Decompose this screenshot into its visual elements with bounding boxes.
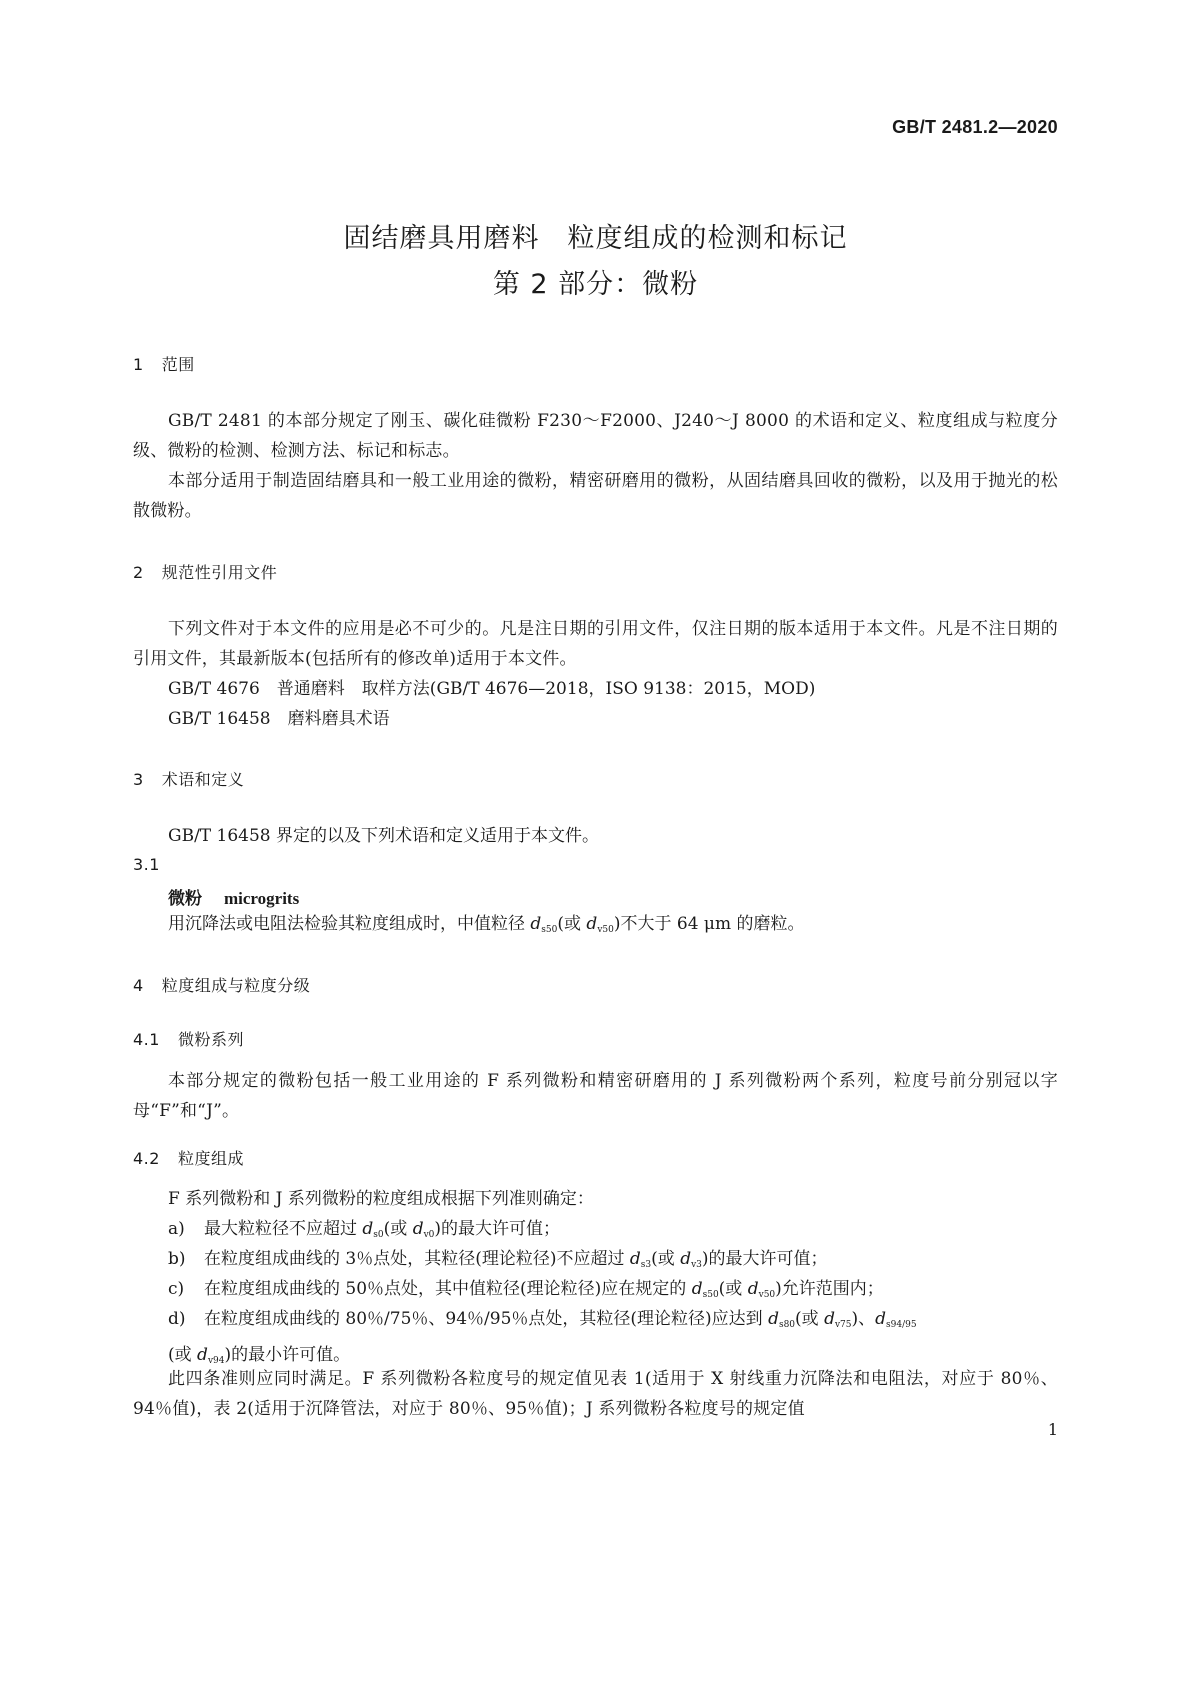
section-number: 4	[133, 976, 144, 995]
term-definition: 用沉降法或电阻法检验其粒度组成时，中值粒径 $d_{s50}$(或 $d_{v50}$)不大于 64 μm 的磨粒。	[168, 914, 805, 935]
list-item: d) 在粒度组成曲线的 80％/75％、94％/95％点处，其粒径(理论粒径)应达到 $d_{s80}$(或 $d_{v75}$)、$d_{s94/95}$ (或 $d_{v94}$)的最小许可值。	[168, 1309, 917, 1366]
term-entry	[168, 884, 299, 909]
term-english: microgrits	[224, 889, 300, 908]
subsection-4-2-heading: 4.2 粒度组成	[133, 1149, 244, 1168]
page-number: 1	[1047, 1420, 1058, 1439]
list-item: a) 最大粒粒径不应超过 $d_{s0}$(或 $d_{v0}$)的最大许可值；	[168, 1219, 561, 1240]
section-title: 术语和定义	[161, 770, 245, 789]
paragraph: 本部分规定的微粉包括一般工业用途的 F 系列微粉和精密研磨用的 J 系列微粉两个系列，粒度号前分别冠以字母“F”和“J”。	[133, 1071, 1058, 1121]
paragraph: 此四条准则应同时满足。F 系列微粉各粒度号的规定值见表 1(适用于 X 射线重力沉降法和电阻法，对应于 80％、94％值)，表 2(适用于沉降管法，对应于 80％、95％值)；J 系列微粉各粒度号的规定值	[133, 1369, 1058, 1419]
section-1-heading	[133, 352, 195, 375]
subsection-number: 3.1	[133, 855, 160, 874]
reference-item: GB/T 16458 磨料磨具术语	[168, 709, 390, 729]
paragraph: 本部分适用于制造固结磨具和一般工业用途的微粉，精密研磨用的微粉，从固结磨具回收的微粉，以及用于抛光的松散微粉。	[133, 471, 1058, 521]
list-item: b) 在粒度组成曲线的 3％点处，其粒径(理论粒径)不应超过 $d_{s3}$(或 $d_{v3}$)的最大许可值；	[168, 1249, 828, 1270]
section-title: 范围	[161, 355, 195, 374]
section-number: 1	[133, 355, 144, 374]
section-2-heading	[133, 560, 277, 583]
section-number: 3	[133, 770, 144, 789]
reference-item: GB/T 4676 普通磨料 取样方法(GB/T 4676—2018，ISO 9138：2015，MOD)	[168, 679, 816, 699]
section-3-heading	[133, 767, 244, 790]
standard-code: GB/T 2481.2—2020	[892, 117, 1058, 137]
term-chinese: 微粉	[168, 889, 202, 909]
paragraph: 下列文件对于本文件的应用是必不可少的。凡是注日期的引用文件，仅注日期的版本适用于本文件。凡是不注日期的引用文件，其最新版本(包括所有的修改单)适用于本文件。	[133, 619, 1058, 669]
section-number: 2	[133, 563, 144, 582]
section-title: 粒度组成与粒度分级	[161, 976, 311, 995]
section-4-heading	[133, 973, 310, 996]
paragraph: F 系列微粉和 J 系列微粉的粒度组成根据下列准则确定：	[168, 1189, 594, 1209]
paragraph: GB/T 2481 的本部分规定了刚玉、碳化硅微粉 F230～F2000、J240～J 8000 的术语和定义、粒度组成与粒度分级、微粉的检测、检测方法、标记和标志。	[133, 411, 1058, 461]
document-subtitle: 第 2 部分：微粉	[492, 269, 699, 300]
list-item: c) 在粒度组成曲线的 50％点处，其中值粒径(理论粒径)应在规定的 $d_{s50}$(或 $d_{v50}$)允许范围内；	[168, 1279, 884, 1300]
section-title: 规范性引用文件	[161, 563, 278, 582]
subsection-4-1-heading: 4.1 微粉系列	[133, 1030, 244, 1049]
document-title: 固结磨具用磨料 粒度组成的检测和标记	[343, 223, 848, 254]
paragraph: GB/T 16458 界定的以及下列术语和定义适用于本文件。	[168, 826, 600, 846]
